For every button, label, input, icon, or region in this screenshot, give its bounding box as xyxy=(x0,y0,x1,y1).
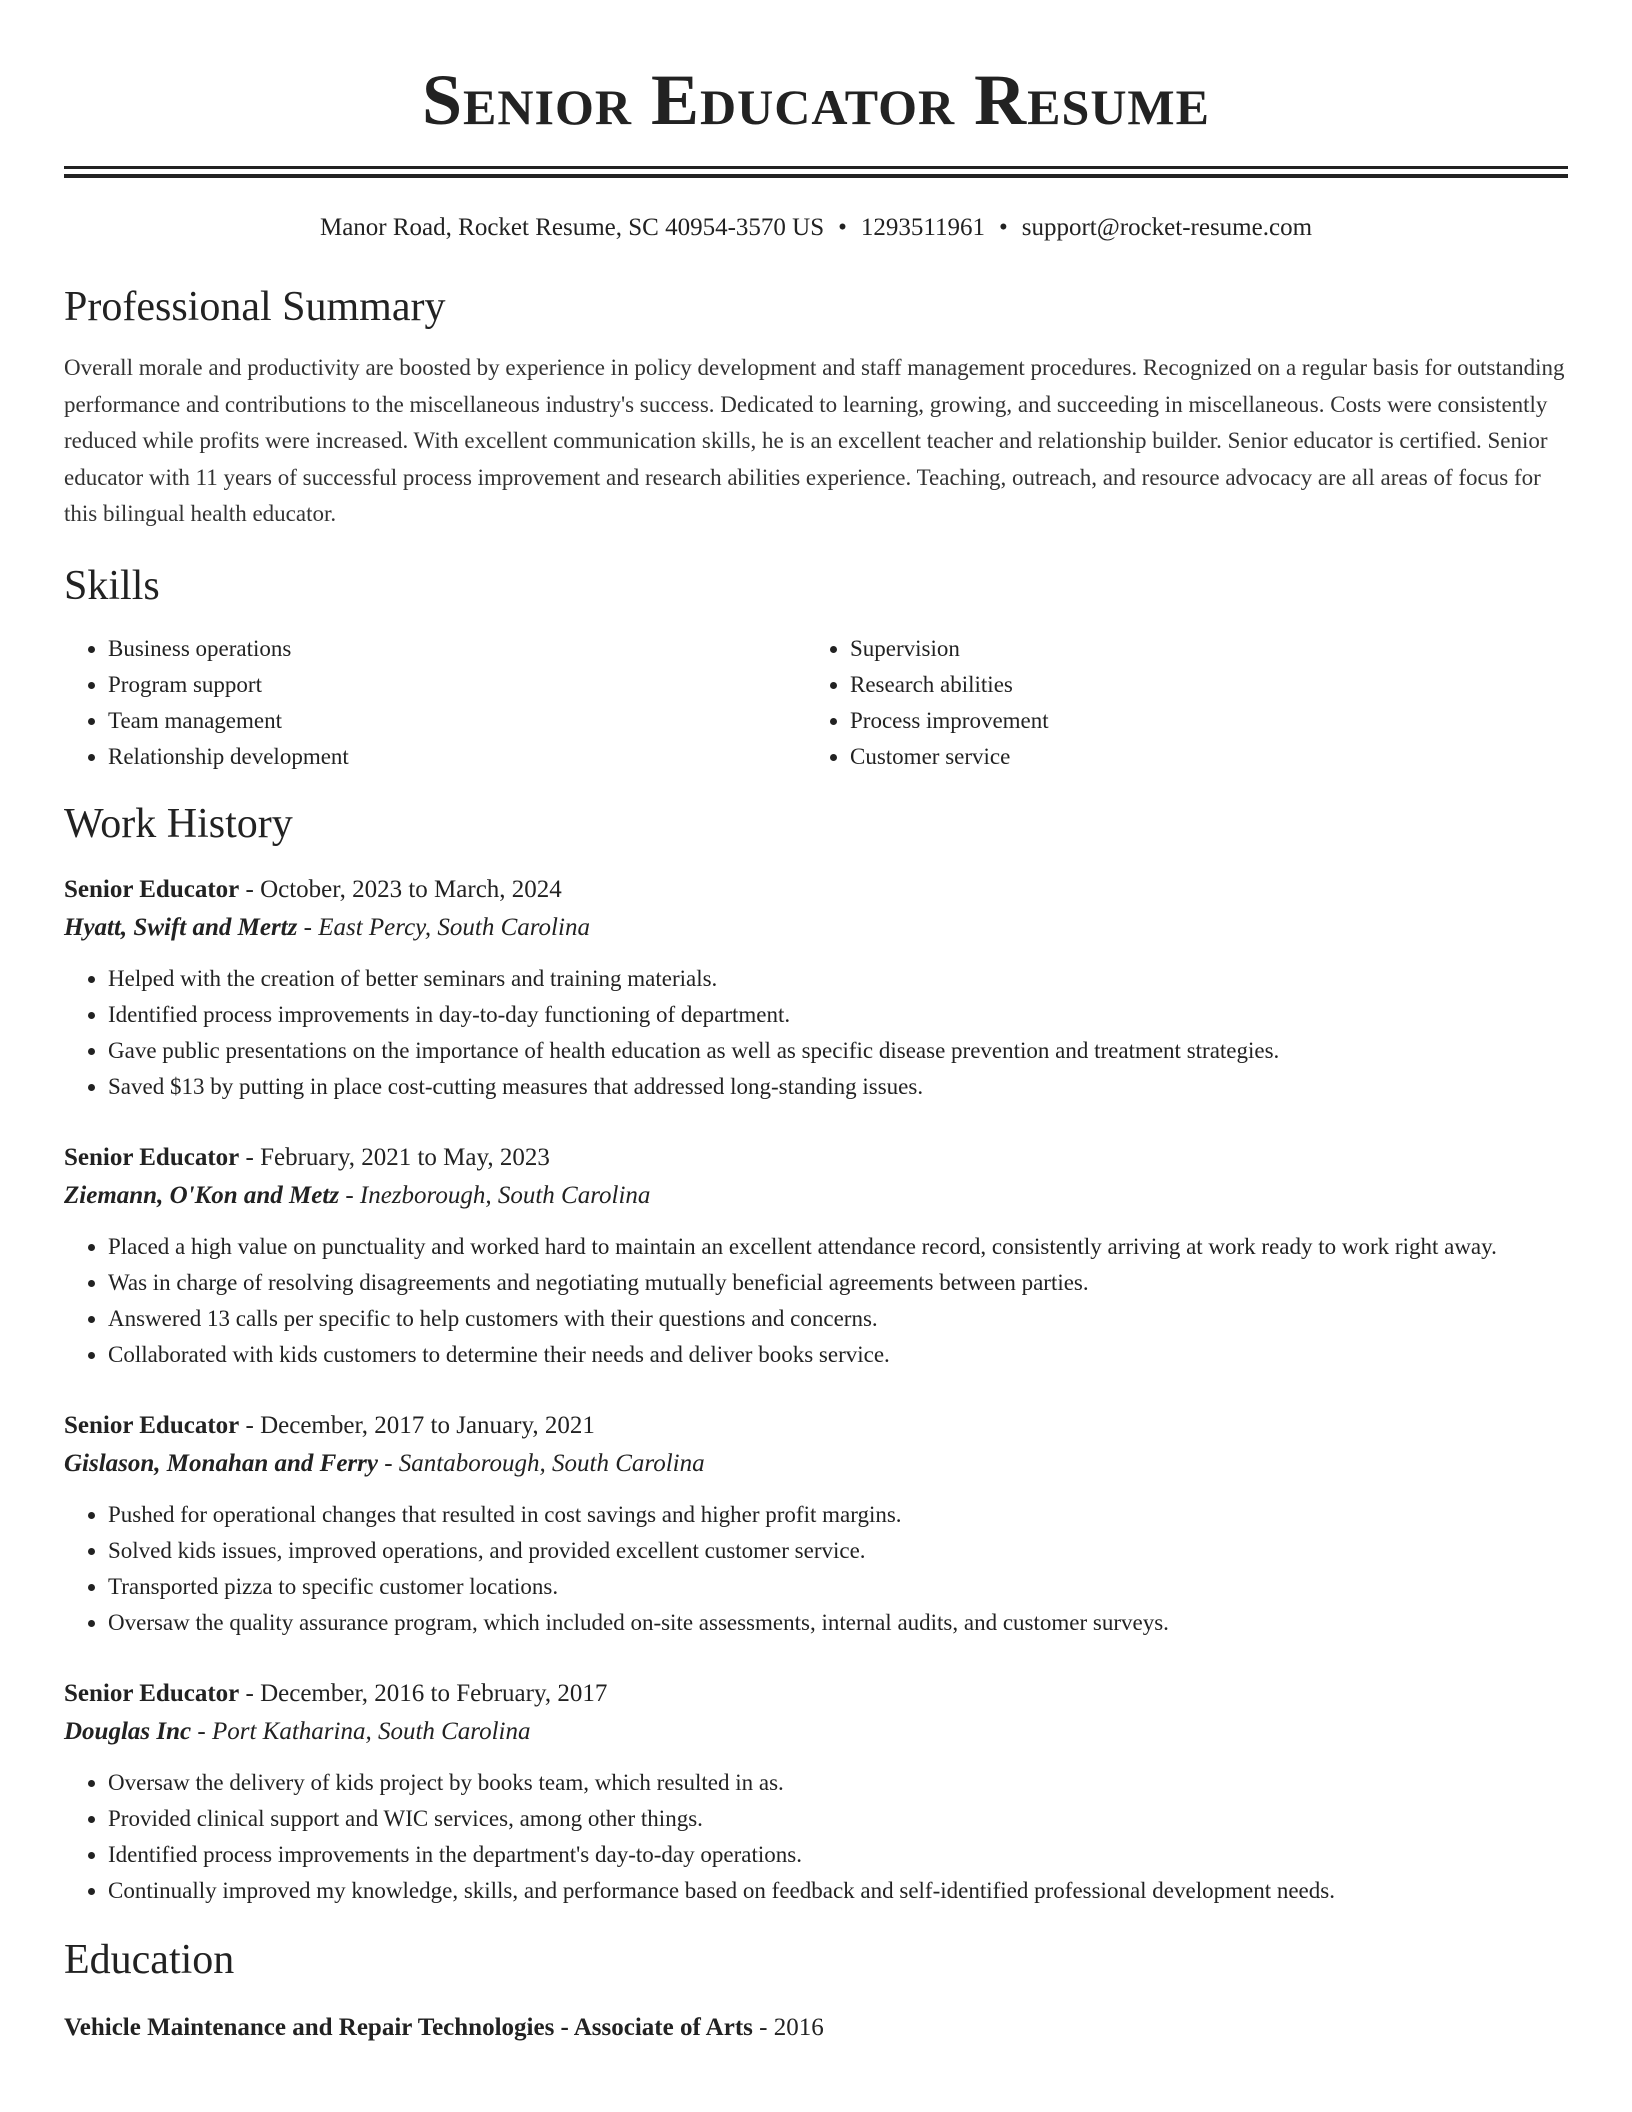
job-duties xyxy=(64,1229,1568,1373)
job-duty: • Solved kids issues, improved operations, and provided excellent customer service. xyxy=(108,1533,1568,1569)
job-company: Hyatt, Swift and Mertz xyxy=(64,913,298,941)
skill-item: • Customer service xyxy=(850,739,1548,775)
education-year: - 2016 xyxy=(752,2013,824,2041)
job-employer xyxy=(64,1713,1568,1751)
job-header xyxy=(64,871,1568,909)
job-duty: • Pushed for operational changes that resulted in cost savings and higher profit margins. xyxy=(108,1497,1568,1533)
skill-item: • Process improvement xyxy=(850,703,1548,739)
resume-title: Senior Educator Resume xyxy=(422,60,1210,140)
skills-column-right xyxy=(806,631,1548,775)
contact-phone: 1293511961 xyxy=(860,214,985,241)
job-duty: • Placed a high value on punctuality and worked hard to maintain an excellent attendance record, consistently arriving at work ready to work right away. xyxy=(108,1229,1568,1265)
job-entry xyxy=(64,1139,1568,1373)
job-duty: • Gave public presentations on the importance of health education as well as specific disease prevention and treatment strategies. xyxy=(108,1033,1568,1069)
job-duty: • Oversaw the delivery of kids project by books team, which resulted in as. xyxy=(108,1765,1568,1801)
job-dates: - December, 2016 to February, 2017 xyxy=(239,1679,608,1707)
job-employer xyxy=(64,1445,1568,1483)
job-dates: - December, 2017 to January, 2021 xyxy=(239,1411,595,1439)
job-duty: • Saved $13 by putting in place cost-cutting measures that addressed long-standing issues. xyxy=(108,1069,1568,1105)
skill-item: • Team management xyxy=(108,703,806,739)
work-history-heading: Work History xyxy=(64,800,293,847)
job-duty: • Collaborated with kids customers to determine their needs and deliver books service. xyxy=(108,1337,1568,1373)
job-header xyxy=(64,1407,1568,1445)
skill-item: • Relationship development xyxy=(108,739,806,775)
job-company: Douglas Inc xyxy=(64,1717,192,1745)
job-duty: • Identified process improvements in the department's day-to-day operations. xyxy=(108,1837,1568,1873)
job-employer xyxy=(64,909,1568,947)
job-duty: • Provided clinical support and WIC services, among other things. xyxy=(108,1801,1568,1837)
title-divider xyxy=(64,166,1568,178)
job-location: - Santaborough, South Carolina xyxy=(377,1449,705,1477)
job-duties xyxy=(64,1765,1568,1909)
job-duty: • Continually improved my knowledge, skills, and performance based on feedback and self-identified professional development needs. xyxy=(108,1873,1568,1909)
skill-item: • Research abilities xyxy=(850,667,1548,703)
job-duties xyxy=(64,1497,1568,1641)
summary-heading: Professional Summary xyxy=(64,284,446,330)
job-company: Ziemann, O'Kon and Metz xyxy=(64,1181,340,1209)
job-role: Senior Educator xyxy=(64,1411,240,1439)
job-company: Gislason, Monahan and Ferry xyxy=(64,1449,378,1477)
job-duty: • Answered 13 calls per specific to help customers with their questions and concerns. xyxy=(108,1301,1568,1337)
skill-item: • Program support xyxy=(108,667,806,703)
contact-email: support@rocket-resume.com xyxy=(1021,214,1313,241)
education-degree: Vehicle Maintenance and Repair Technologies - Associate of Arts xyxy=(64,2013,753,2041)
job-role: Senior Educator xyxy=(64,1679,240,1707)
job-dates: - February, 2021 to May, 2023 xyxy=(239,1143,550,1171)
job-entry xyxy=(64,1407,1568,1641)
contact-separator: • xyxy=(998,214,1008,241)
education-entry xyxy=(64,2009,1568,2047)
skills-heading: Skills xyxy=(64,562,160,609)
job-location: - Port Katharina, South Carolina xyxy=(191,1717,531,1745)
job-employer xyxy=(64,1177,1568,1215)
job-role: Senior Educator xyxy=(64,875,240,903)
job-duty: • Oversaw the quality assurance program, which included on-site assessments, internal audits, and customer surveys. xyxy=(108,1605,1568,1641)
job-duty: • Helped with the creation of better seminars and training materials. xyxy=(108,961,1568,997)
job-duty: • Identified process improvements in day-to-day functioning of department. xyxy=(108,997,1568,1033)
job-dates: - October, 2023 to March, 2024 xyxy=(239,875,562,903)
job-entry xyxy=(64,871,1568,1105)
job-duty: • Transported pizza to specific customer locations. xyxy=(108,1569,1568,1605)
contact-address: Manor Road, Rocket Resume, SC 40954-3570 US xyxy=(319,214,825,241)
job-entry xyxy=(64,1675,1568,1909)
skill-item: • Business operations xyxy=(108,631,806,667)
skills-column-left xyxy=(64,631,806,775)
summary-text: Overall morale and productivity are boosted by experience in policy development and staff management procedures. Recognized on a regular basis for outstanding performance and contributions to the miscellaneous industry's success. Dedicated to learning, growing, and succeeding in miscellaneous. Costs were consistently reduced while profits were increased. With excellent communication skills, he is an excellent teacher and relationship builder. Senior educator is certified. Senior educator with 11 years of successful process improvement and research abilities experience. Teaching, outreach, and resource advocacy are all areas of focus for this bilingual health educator. xyxy=(64,355,1565,526)
job-header xyxy=(64,1675,1568,1713)
job-location: - Inezborough, South Carolina xyxy=(339,1181,651,1209)
education-heading: Education xyxy=(64,1936,235,1983)
contact-line xyxy=(64,212,1568,244)
skills-list xyxy=(64,631,1568,775)
contact-separator: • xyxy=(838,214,847,241)
skill-item: • Supervision xyxy=(850,631,1548,667)
job-duty: • Was in charge of resolving disagreements and negotiating mutually beneficial agreements between parties. xyxy=(108,1265,1568,1301)
job-location: - East Percy, South Carolina xyxy=(297,913,590,941)
job-duties xyxy=(64,961,1568,1105)
job-role: Senior Educator xyxy=(64,1143,240,1171)
job-header xyxy=(64,1139,1568,1177)
